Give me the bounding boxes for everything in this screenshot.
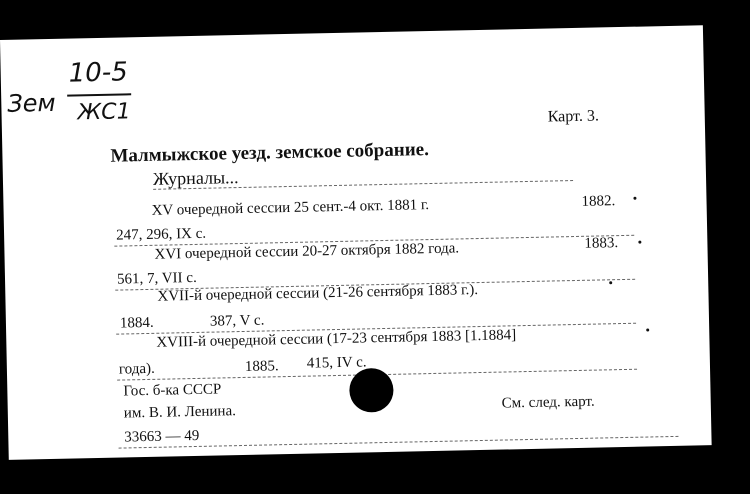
entry-4-line1: XVIII-й очередной сессии (17-23 сентября 1883 [1.1884] xyxy=(156,327,517,351)
entry-3-line2b: 387, V с. xyxy=(209,312,265,330)
library-stamp-line3: 33663 — 49 xyxy=(124,427,200,446)
card-subheading: Журналы... xyxy=(152,167,239,189)
speck xyxy=(633,197,636,200)
card-number: Карт. 3. xyxy=(547,107,600,126)
speck xyxy=(609,281,612,284)
library-stamp-line2: им. В. И. Ленина. xyxy=(123,403,237,422)
entry-4-line2b: 1885. xyxy=(244,358,279,375)
entry-3-line1: XVII-й очередной сессии (21-26 сентября 1883 г.). xyxy=(157,282,479,305)
handwritten-left: Зем xyxy=(7,88,56,118)
library-stamp-line1: Гос. б-ка СССР xyxy=(123,381,222,400)
punch-hole xyxy=(349,368,394,413)
card-heading: Малмыжское уезд. земское собрание. xyxy=(110,139,430,167)
entry-1-year: 1882. xyxy=(581,193,616,210)
guide-line xyxy=(119,436,679,449)
handwritten-top: 10-5 xyxy=(68,57,129,89)
entry-4-line2: года). xyxy=(118,360,155,378)
entry-2-line2: 561, 7, VII с. xyxy=(116,269,197,288)
see-next-card: См. след. карт. xyxy=(501,393,595,412)
speck xyxy=(638,241,641,244)
entry-3-line2: 1884. xyxy=(119,314,154,332)
speck xyxy=(646,328,649,331)
entry-2-line1: XVI очередной сессии 20-27 октября 1882 года. xyxy=(154,240,460,263)
entry-1-line2: 247, 296, IX с. xyxy=(115,225,207,244)
catalog-card xyxy=(0,25,712,460)
handwritten-bottom: ЖС1 xyxy=(77,99,131,126)
entry-1-line1: XV очередной сессии 25 сент.-4 окт. 1881 г. xyxy=(151,197,430,219)
entry-2-year: 1883. xyxy=(584,235,619,252)
entry-4-line2c: 415, IV с. xyxy=(306,354,367,372)
handwritten-fraction-bar xyxy=(67,93,131,96)
